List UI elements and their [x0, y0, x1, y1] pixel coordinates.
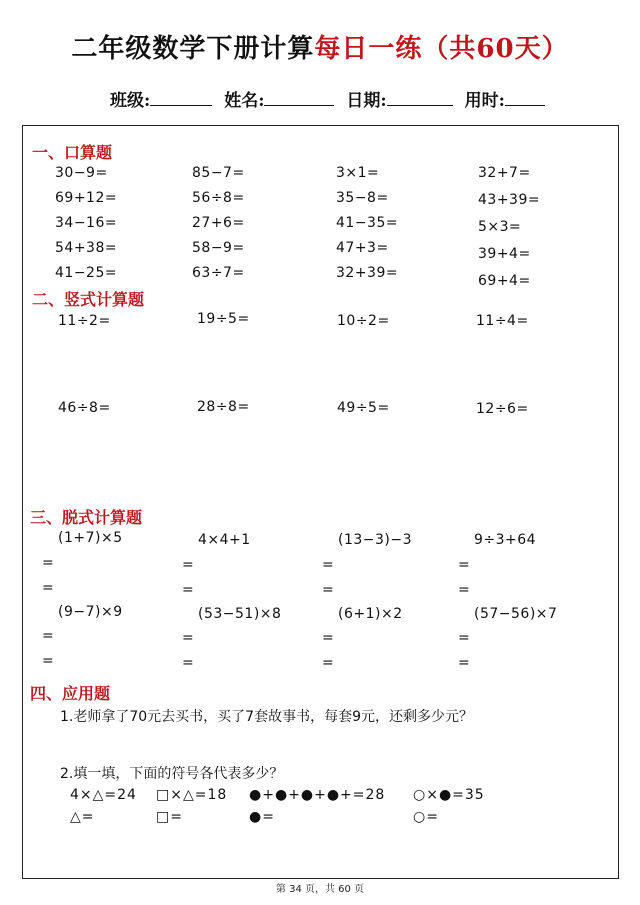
square-answer: □= [156, 809, 183, 825]
title-highlight: 每日一练 [314, 34, 423, 64]
class-label: 班级: [110, 91, 151, 111]
vertical-problem: 11÷4= [476, 313, 529, 329]
filled-circle-answer: ●= [249, 809, 275, 825]
name-label: 姓名: [224, 91, 265, 111]
stepwise-expression: (1+7)×5 [58, 530, 123, 546]
equals-line: = [322, 630, 334, 646]
oral-problem: 69+4= [478, 273, 531, 289]
symbol-equation: □×△=18 [156, 787, 228, 803]
equals-line: = [322, 582, 334, 598]
oral-problem: 35−8= [336, 190, 389, 206]
oral-problem: 32+39= [336, 265, 399, 281]
stepwise-expression: (9−7)×9 [58, 604, 123, 620]
equals-line: = [42, 555, 54, 571]
equals-line: = [182, 582, 194, 598]
oral-problem: 27+6= [192, 215, 245, 231]
oral-problem: 43+39= [478, 192, 541, 208]
oral-problem: 85−7= [192, 165, 245, 181]
stepwise-expression: (6+1)×2 [338, 606, 403, 622]
symbol-equation: ●+●+●+●+=28 [249, 787, 386, 803]
section-heading-oral: 一、口算题 [32, 143, 113, 162]
date-blank[interactable] [387, 89, 453, 106]
page-title [0, 28, 640, 65]
equals-line: = [458, 557, 470, 573]
triangle-answer: △= [70, 809, 95, 825]
oral-problem: 41−25= [55, 265, 118, 281]
oral-problem: 32+7= [478, 165, 531, 181]
vertical-problem: 19÷5= [197, 311, 250, 327]
oral-problem: 56÷8= [192, 190, 245, 206]
stepwise-expression: 9÷3+64 [474, 532, 537, 548]
vertical-problem: 28÷8= [197, 399, 250, 415]
equals-line: = [182, 630, 194, 646]
equals-line: = [182, 655, 194, 671]
page-footer: 第 34 页，共 60 页 [275, 884, 365, 895]
oral-problem: 54+38= [55, 240, 118, 256]
class-blank[interactable] [150, 89, 212, 106]
vertical-problem: 11÷2= [58, 313, 111, 329]
time-blank[interactable] [505, 89, 545, 106]
equals-line: = [458, 630, 470, 646]
oral-problem: 47+3= [336, 240, 389, 256]
equals-line: = [42, 628, 54, 644]
vertical-problem: 49÷5= [337, 400, 390, 416]
oral-problem: 5×3= [478, 219, 522, 235]
oral-problem: 69+12= [55, 190, 118, 206]
oral-problem: 3×1= [336, 165, 380, 181]
vertical-problem: 12÷6= [476, 401, 529, 417]
vertical-problem: 46÷8= [58, 400, 111, 416]
oral-problem: 58−9= [192, 240, 245, 256]
stepwise-expression: (13−3)−3 [338, 532, 413, 548]
stepwise-expression: (53−51)×8 [198, 606, 282, 622]
time-label: 用时: [464, 91, 505, 111]
equals-line: = [458, 655, 470, 671]
symbol-equation: 4×△=24 [70, 787, 137, 803]
name-blank[interactable] [264, 89, 334, 106]
equals-line: = [322, 655, 334, 671]
equals-line: = [42, 580, 54, 596]
circle-answer: ○= [413, 809, 439, 825]
oral-problem: 39+4= [478, 246, 531, 262]
title-days: （共60天） [422, 34, 569, 64]
oral-problem: 30−9= [55, 165, 108, 181]
section-heading-stepwise: 三、脱式计算题 [30, 508, 143, 527]
equals-line: = [322, 557, 334, 573]
student-info-line [110, 86, 610, 111]
oral-problem: 34−16= [55, 215, 118, 231]
title-main: 二年级数学下册计算 [71, 34, 315, 64]
section-heading-vertical: 二、竖式计算题 [32, 290, 145, 309]
section-heading-word-problems: 四、应用题 [30, 684, 111, 703]
stepwise-expression: 4×4+1 [198, 532, 251, 548]
word-problem-1: 1.老师拿了70元去买书，买了7套故事书，每套9元，还剩多少元？ [60, 709, 473, 725]
oral-problem: 41−35= [336, 215, 399, 231]
word-problem-2: 2.填一填，下面的符号各代表多少？ [60, 766, 284, 782]
symbol-equation: ○×●=35 [413, 787, 485, 803]
vertical-problem: 10÷2= [337, 313, 390, 329]
equals-line: = [42, 653, 54, 669]
stepwise-expression: (57−56)×7 [474, 606, 558, 622]
equals-line: = [182, 557, 194, 573]
date-label: 日期: [346, 91, 387, 111]
oral-problem: 63÷7= [192, 265, 245, 281]
equals-line: = [458, 582, 470, 598]
